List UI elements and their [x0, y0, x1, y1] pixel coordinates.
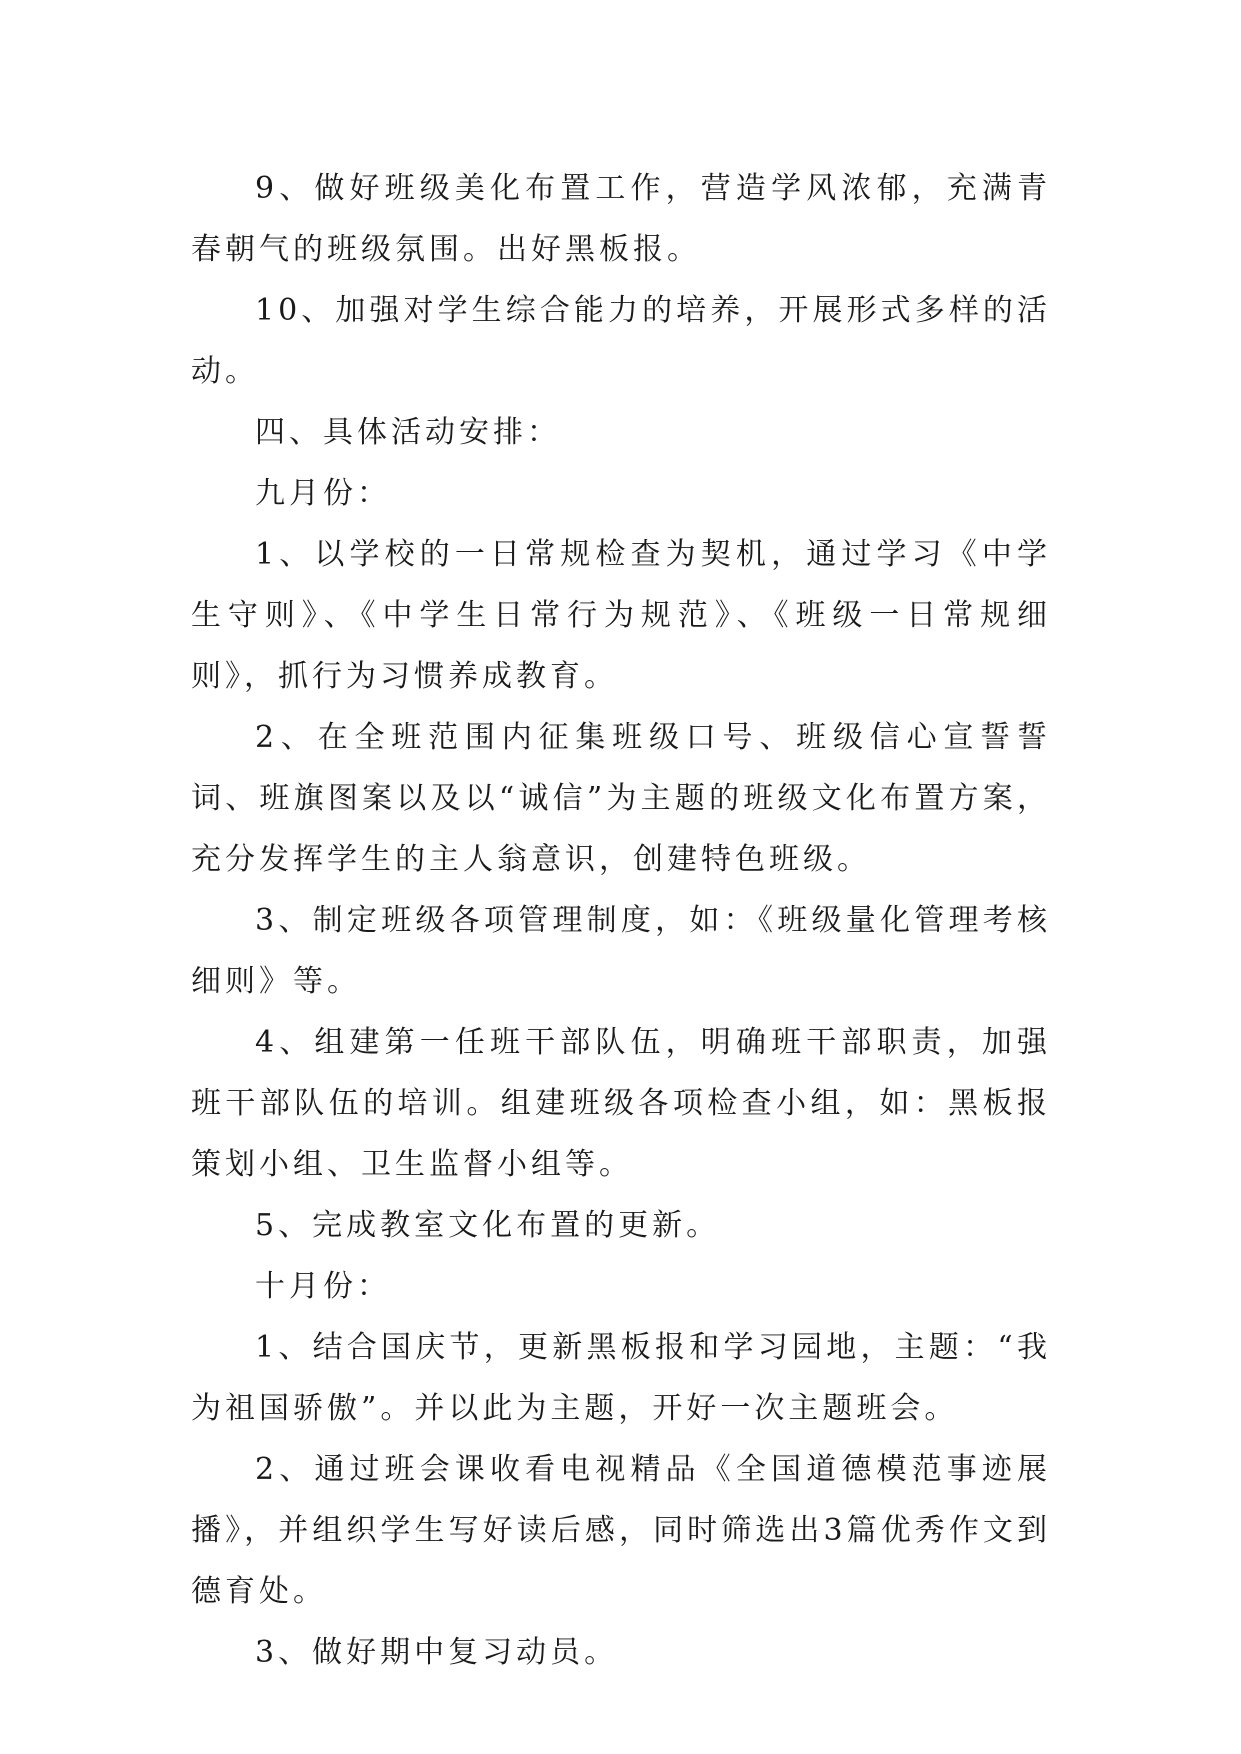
september-item-2: 2、在全班范围内征集班级口号、班级信心宣誓誓词、班旗图案以及以“诚信”为主题的班级文化布置方案，充分发挥学生的主人翁意识，创建特色班级。 [191, 720, 1051, 877]
september-item-3: 3、制定班级各项管理制度，如：《班级量化管理考核细则》等。 [191, 903, 1051, 999]
september-item-5: 5、完成教室文化布置的更新。 [255, 1208, 721, 1243]
september-item-1: 1、以学校的一日常规检查为契机，通过学习《中学生守则》、《中学生日常行为规范》、《班级一日常规细则》，抓行为习惯养成教育。 [191, 537, 1051, 694]
month-heading-october: 十月份： [255, 1269, 391, 1304]
october-item-2: 2、通过班会课收看电视精品《全国道德模范事迹展播》，并组织学生写好读后感，同时筛选出3篇优秀作文到德育处。 [191, 1452, 1051, 1609]
paragraph-item-10: 10、加强对学生综合能力的培养，开展形式多样的活动。 [191, 293, 1051, 389]
september-item-4: 4、组建第一任班干部队伍，明确班干部职责，加强班干部队伍的培训。组建班级各项检查小组，如：黑板报策划小组、卫生监督小组等。 [191, 1025, 1051, 1182]
october-item-1: 1、结合国庆节，更新黑板报和学习园地，主题：“我为祖国骄傲”。并以此为主题，开好一次主题班会。 [191, 1330, 1051, 1426]
document-body [191, 158, 1051, 1683]
paragraph-item-9: 9、做好班级美化布置工作，营造学风浓郁，充满青春朝气的班级氛围。出好黑板报。 [191, 171, 1051, 267]
month-heading-september: 九月份： [255, 476, 391, 511]
section-heading-activities: 四、具体活动安排： [255, 415, 561, 450]
october-item-3: 3、做好期中复习动员。 [255, 1635, 619, 1670]
